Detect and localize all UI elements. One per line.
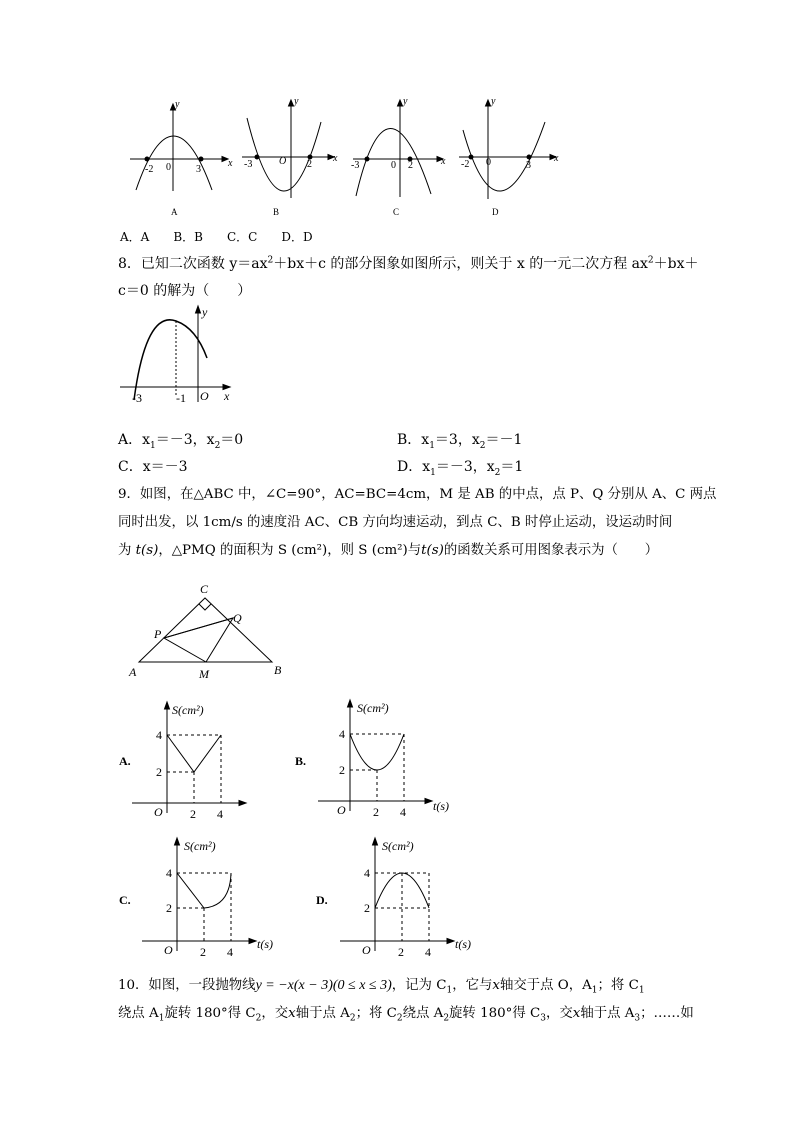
q9-triangle-figure bbox=[120, 578, 300, 683]
sub: 1 bbox=[638, 985, 645, 996]
q9-c-xlabel: t(s) bbox=[257, 937, 273, 951]
sub: 1 bbox=[446, 985, 453, 996]
sub: 1 bbox=[429, 440, 435, 451]
q7-a-label: A bbox=[171, 207, 178, 217]
q7-graph-d bbox=[459, 100, 556, 199]
sub: 2 bbox=[255, 1013, 262, 1024]
q9-stem-line2: 同时出发，以 1cm/s 的速度沿 AC、CB 方向均速运动，到点 C、B 时停止运动，设运动时间 bbox=[118, 515, 673, 530]
q9-graph-a bbox=[132, 702, 246, 813]
q8-label-y: y bbox=[202, 305, 208, 319]
sub: 3 bbox=[634, 1013, 641, 1024]
q7-graph-c bbox=[353, 100, 443, 197]
q7-d-x: x bbox=[554, 153, 559, 164]
q7-options: A．A B．B C．C D．D bbox=[120, 230, 313, 244]
q7-b-label: B bbox=[273, 207, 280, 217]
q9-graph-label-d: D. bbox=[316, 893, 328, 907]
q9-a-x2: 2 bbox=[190, 807, 196, 821]
q9-c-y4: 4 bbox=[166, 866, 172, 880]
sub: 2 bbox=[396, 1013, 403, 1024]
q8-stem-line1 bbox=[118, 254, 698, 274]
q8-option-a bbox=[118, 430, 243, 450]
q10-l2-a: 绕点 A bbox=[118, 1006, 159, 1021]
q7-graph-a bbox=[130, 104, 228, 191]
q9-d-y2: 2 bbox=[364, 901, 370, 915]
q8-opt-d-pre: D．x bbox=[397, 459, 431, 475]
q10-l2-i: 轴于点 A bbox=[580, 1006, 635, 1021]
q10-formula: y = −x(x − 3)(0 ≤ x ≤ 3) bbox=[255, 978, 392, 993]
q7-d-y: y bbox=[491, 96, 496, 107]
q8-stem-part-c: ＋bx＋ bbox=[653, 256, 699, 272]
q9-graph-label-b: B. bbox=[295, 754, 307, 768]
q7-b-root2: 2 bbox=[307, 159, 312, 170]
sub: 2 bbox=[479, 440, 486, 451]
q7-a-root2: 3 bbox=[196, 164, 201, 175]
q8-graph bbox=[110, 300, 250, 410]
q7-b-origin: O bbox=[279, 156, 287, 167]
q9-label-p: P bbox=[154, 627, 162, 641]
sub: 1 bbox=[158, 1013, 165, 1024]
q10-line2 bbox=[118, 1004, 694, 1024]
sup: 2 bbox=[267, 255, 274, 266]
q7-a-origin: 0 bbox=[166, 162, 171, 173]
q9-stem-line1: 9．如图，在△ABC 中，∠C=90°，AC=BC=4cm，M 是 AB 的中点，点 P、Q 分别从 A、C 两点 bbox=[118, 487, 717, 502]
q9-line3-a: 为 bbox=[118, 543, 132, 558]
q10-x: x bbox=[288, 1006, 296, 1021]
q7-c-root2: 2 bbox=[408, 160, 413, 171]
q8-stem-part-a: 8．已知二次函数 y＝ax bbox=[118, 256, 268, 272]
q9-line3-c: 的函数关系可用图象表示为（ ） bbox=[443, 543, 659, 558]
q9-graph-label-a: A. bbox=[119, 754, 131, 768]
q10-l2-d: 轴于点 A bbox=[295, 1006, 350, 1021]
q9-d-ylabel: S(cm²) bbox=[382, 839, 414, 853]
q7-b-y: y bbox=[294, 96, 299, 107]
q10-l2-h: ，交 bbox=[545, 1006, 573, 1021]
sub: 2 bbox=[443, 1013, 450, 1024]
q10-l1-b: ，记为 C bbox=[391, 978, 447, 993]
q8-opt-a-pre: A．x bbox=[118, 432, 151, 448]
q9-b-xlabel: t(s) bbox=[433, 799, 449, 813]
q8-option-b bbox=[397, 430, 522, 450]
q9-c-ylabel: S(cm²) bbox=[184, 839, 216, 853]
sub: 2 bbox=[214, 440, 221, 451]
q9-graph-label-c: C. bbox=[119, 893, 131, 907]
q8-option-c: C．x＝－3 bbox=[118, 459, 188, 475]
sup: 2 bbox=[647, 255, 654, 266]
q9-c-y2: 2 bbox=[166, 901, 172, 915]
sub: 3 bbox=[540, 1013, 546, 1024]
q9-a-y4: 4 bbox=[156, 728, 162, 742]
q8-opt-a-mid: ＝－3，x bbox=[155, 432, 215, 448]
q9-c-origin: O bbox=[164, 943, 173, 957]
q7-c-y: y bbox=[403, 96, 408, 107]
q7-c-origin: 0 bbox=[391, 160, 396, 171]
q9-label-b: B bbox=[274, 663, 282, 677]
q9-d-xlabel: t(s) bbox=[455, 937, 471, 951]
q9-option-graphs bbox=[0, 690, 794, 960]
q9-line3-b: ，△PMQ 的面积为 S (cm²)，则 S (cm²)与 bbox=[158, 543, 422, 558]
q10-line1 bbox=[118, 976, 645, 996]
sub: 2 bbox=[494, 467, 501, 478]
q10-x: x bbox=[572, 1006, 581, 1021]
q9-label-c: C bbox=[200, 582, 209, 596]
q10-l2-j: ；……如 bbox=[640, 1006, 694, 1021]
q9-d-origin: O bbox=[362, 943, 371, 957]
q8-opt-d-mid: ＝－3，x bbox=[435, 459, 495, 475]
q9-b-x2: 2 bbox=[373, 805, 379, 819]
q9-a-y2: 2 bbox=[156, 765, 162, 779]
q9-t-expr: t(s) bbox=[135, 543, 159, 558]
q7-graphs bbox=[0, 0, 794, 230]
q10-l2-b: 旋转 180°得 C bbox=[164, 1006, 256, 1021]
q9-stem-line3 bbox=[118, 541, 658, 561]
q9-graph-c bbox=[142, 838, 256, 951]
q9-a-x4: 4 bbox=[217, 807, 223, 821]
q9-b-y4: 4 bbox=[339, 727, 345, 741]
q9-label-m: M bbox=[199, 667, 209, 681]
q8-opt-b-mid: ＝3，x bbox=[434, 432, 480, 448]
q7-c-root1: -3 bbox=[351, 160, 360, 171]
q9-b-ylabel: S(cm²) bbox=[357, 701, 389, 715]
q8-opt-b-post: ＝－1 bbox=[485, 432, 523, 448]
q8-label-x: x bbox=[224, 389, 230, 403]
q8-stem-line2: c＝0 的解为（ ） bbox=[118, 283, 252, 299]
q9-b-x4: 4 bbox=[400, 805, 406, 819]
q7-d-root1: -2 bbox=[461, 159, 470, 170]
q9-d-x4: 4 bbox=[425, 945, 431, 959]
q7-a-root1: -2 bbox=[145, 164, 154, 175]
q7-a-x: x bbox=[228, 158, 233, 169]
q10-l1-d: 轴交于点 O，A bbox=[499, 978, 592, 993]
q7-a-y: y bbox=[175, 99, 180, 110]
q7-graph-b bbox=[242, 100, 334, 198]
q7-d-origin: 0 bbox=[486, 157, 491, 168]
q7-c-label: C bbox=[393, 207, 400, 217]
q10-l2-c: ，交 bbox=[261, 1006, 289, 1021]
q8-label-neg1: -1 bbox=[176, 391, 186, 405]
q8-opt-b-pre: B．x bbox=[397, 432, 430, 448]
q9-graph-b bbox=[318, 700, 432, 811]
q9-a-origin: O bbox=[154, 805, 163, 819]
q8-label-origin: O bbox=[200, 389, 209, 403]
q9-label-q: Q bbox=[233, 611, 242, 625]
sub: 2 bbox=[349, 1013, 356, 1024]
q7-d-root2: 3 bbox=[526, 160, 531, 171]
q9-t-expr: t(s) bbox=[421, 543, 444, 558]
q8-label-neg3: -3 bbox=[132, 391, 142, 405]
q8-opt-d-post: ＝1 bbox=[500, 459, 524, 475]
q10-l2-e: ；将 C bbox=[355, 1006, 397, 1021]
sub: 1 bbox=[150, 440, 156, 451]
q9-a-ylabel: S(cm²) bbox=[172, 703, 204, 717]
q8-option-d bbox=[397, 457, 523, 477]
q7-b-x: x bbox=[333, 153, 338, 164]
q9-b-origin: O bbox=[337, 803, 346, 817]
sub: 1 bbox=[430, 467, 436, 478]
q10-x: x bbox=[492, 978, 500, 993]
q9-graph-d bbox=[340, 838, 454, 951]
q9-c-x4: 4 bbox=[227, 945, 233, 959]
q10-l1-a: 10．如图，一段抛物线 bbox=[118, 978, 256, 993]
q7-c-x: x bbox=[441, 156, 446, 167]
q7-d-label: D bbox=[492, 207, 499, 217]
q8-opt-a-post: ＝0 bbox=[220, 432, 244, 448]
q8-stem-part-b: ＋bx＋c 的部分图象如图所示，则关于 x 的一元二次方程 ax bbox=[273, 256, 648, 272]
q9-d-y4: 4 bbox=[364, 866, 370, 880]
q7-b-root1: -3 bbox=[244, 159, 253, 170]
q10-l1-e: ；将 C bbox=[597, 978, 639, 993]
q9-c-x2: 2 bbox=[200, 945, 206, 959]
q10-l1-c: ，它与 bbox=[452, 978, 493, 993]
q9-label-a: A bbox=[129, 665, 137, 679]
q10-l2-f: 绕点 A bbox=[402, 1006, 444, 1021]
q9-d-x2: 2 bbox=[398, 945, 404, 959]
q10-l2-g: 旋转 180°得 C bbox=[449, 1006, 541, 1021]
sub: 1 bbox=[591, 985, 598, 996]
q9-b-y2: 2 bbox=[339, 763, 345, 777]
